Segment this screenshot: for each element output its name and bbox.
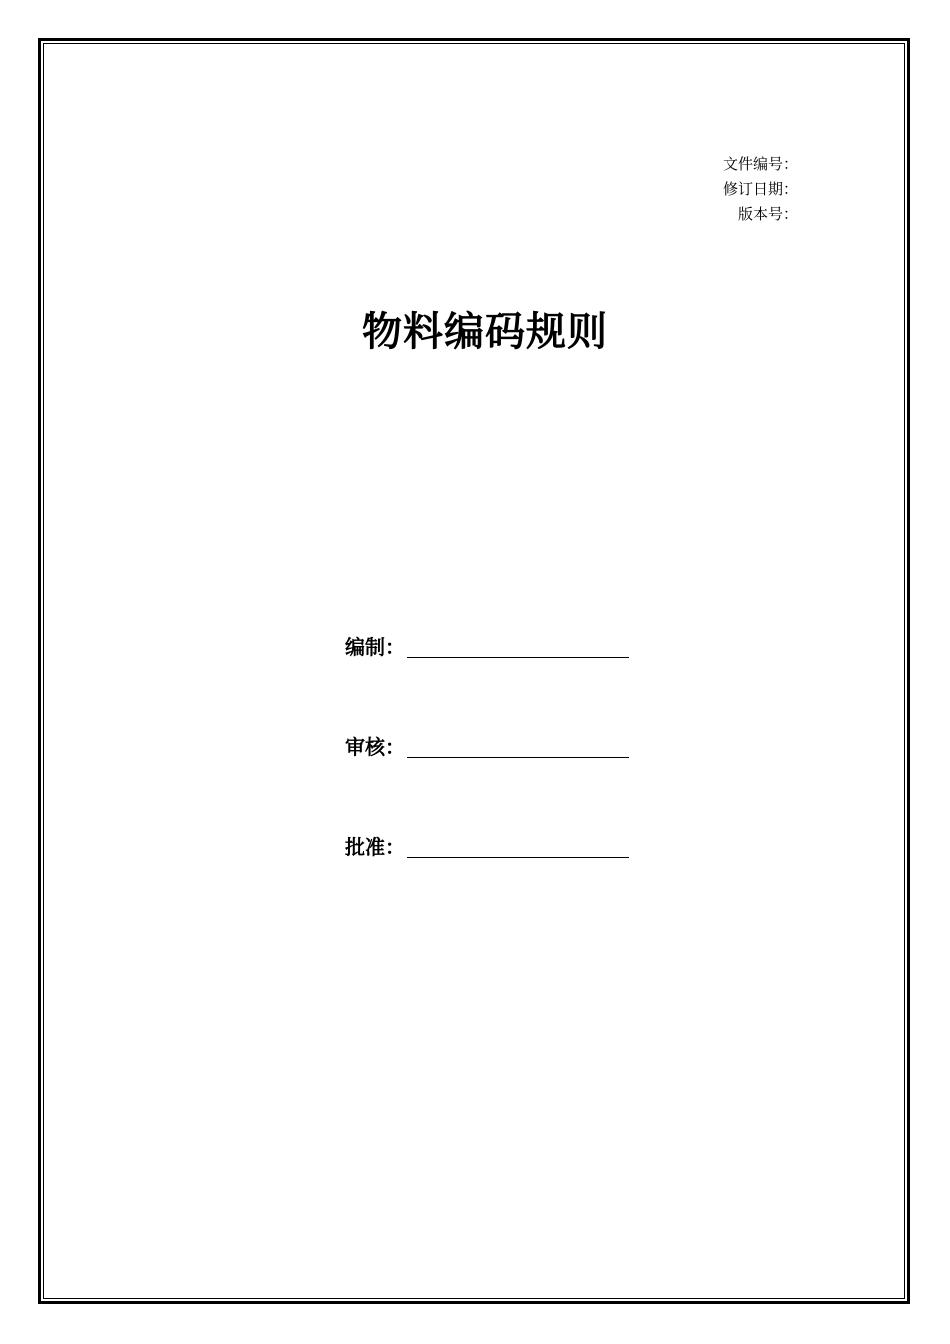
signature-row-approved (345, 832, 629, 862)
document-meta (723, 152, 798, 227)
prepared-label: 编制： (345, 635, 405, 659)
signature-row-prepared (345, 632, 629, 662)
approved-label: 批准： (345, 835, 405, 859)
doc-number-label: 文件编号： (722, 155, 798, 173)
reviewed-signature-line (407, 757, 629, 758)
signature-row-reviewed (345, 732, 629, 762)
document-title: 物料编码规则 (362, 309, 608, 355)
page-border-inner (43, 43, 905, 1299)
reviewed-label: 审核： (345, 735, 405, 759)
revision-date-label: 修订日期： (722, 180, 798, 198)
approved-signature-line (407, 857, 629, 858)
prepared-signature-line (407, 657, 629, 658)
version-label: 版本号： (737, 205, 798, 223)
